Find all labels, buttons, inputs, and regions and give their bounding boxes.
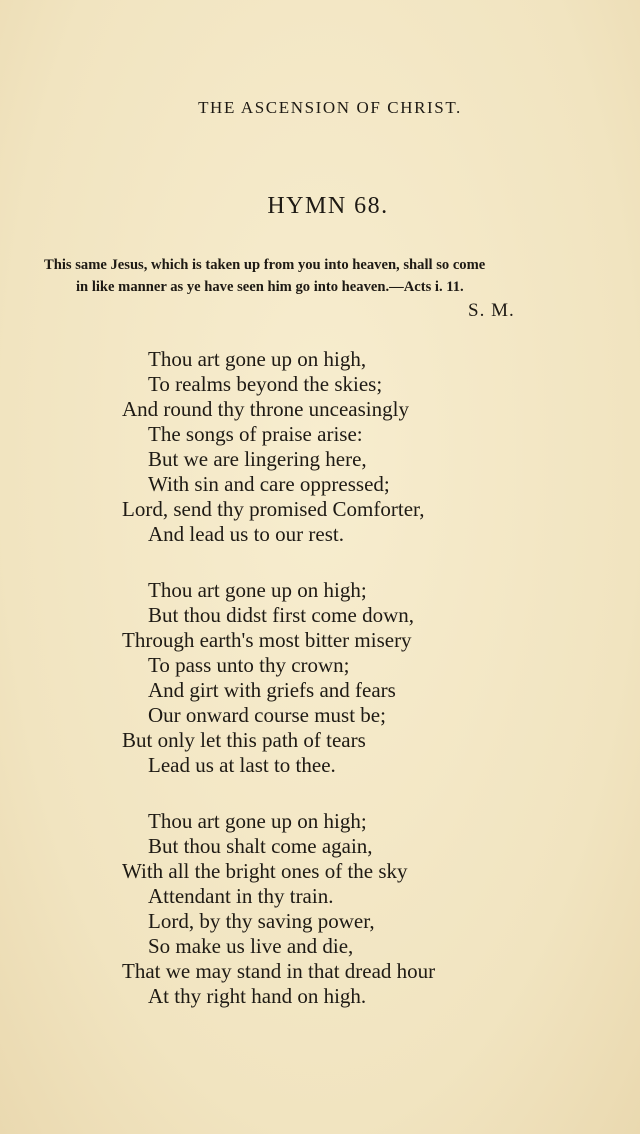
stanza-1 (122, 347, 424, 547)
verse-line: Thou art gone up on high, (148, 347, 367, 371)
verse-line: The songs of praise arise: (148, 422, 363, 446)
verse-line: That we may stand in that dread hour (122, 959, 436, 983)
stanza-2 (122, 578, 414, 778)
verse-line: Thou art gone up on high; (148, 809, 367, 833)
epigraph-line: This same Jesus, which is taken up from you into heaven, shall so come (44, 257, 486, 273)
verse-line: And lead us to our rest. (148, 522, 344, 546)
verse-line: With sin and care oppressed; (148, 472, 390, 496)
verse-line: And girt with griefs and fears (148, 678, 396, 702)
stanza-3 (122, 809, 435, 1009)
epigraph (44, 254, 596, 298)
verse-line: But thou didst first come down, (148, 603, 414, 627)
verse-line: To pass unto thy crown; (148, 653, 350, 677)
verse-line: Our onward course must be; (148, 703, 386, 727)
verse-line: Attendant in thy train. (148, 884, 334, 908)
verse-line: With all the bright ones of the sky (122, 859, 408, 883)
running-head: THE ASCENSION OF CHRIST. (198, 98, 462, 117)
hymn-title: HYMN 68. (267, 193, 389, 219)
verse-line: But thou shalt come again, (148, 834, 373, 858)
epigraph-line: in like manner as ye have seen him go into heaven.—Acts i. 11. (76, 279, 464, 295)
verse-line: Lord, send thy promised Comforter, (122, 497, 425, 521)
verse-line: Lead us at last to thee. (148, 753, 336, 777)
verse-line: So make us live and die, (148, 934, 354, 958)
verse-line: Thou art gone up on high; (148, 578, 367, 602)
meter-label: S. M. (468, 300, 515, 321)
verse-line: Through earth's most bitter misery (122, 628, 412, 652)
verse-line: To realms beyond the skies; (148, 372, 383, 396)
verse-line: But only let this path of tears (122, 728, 366, 752)
verse-line: At thy right hand on high. (148, 984, 367, 1008)
verse-line: And round thy throne unceasingly (122, 397, 409, 421)
verse-line: But we are lingering here, (148, 447, 367, 471)
verse-line: Lord, by thy saving power, (148, 909, 375, 933)
